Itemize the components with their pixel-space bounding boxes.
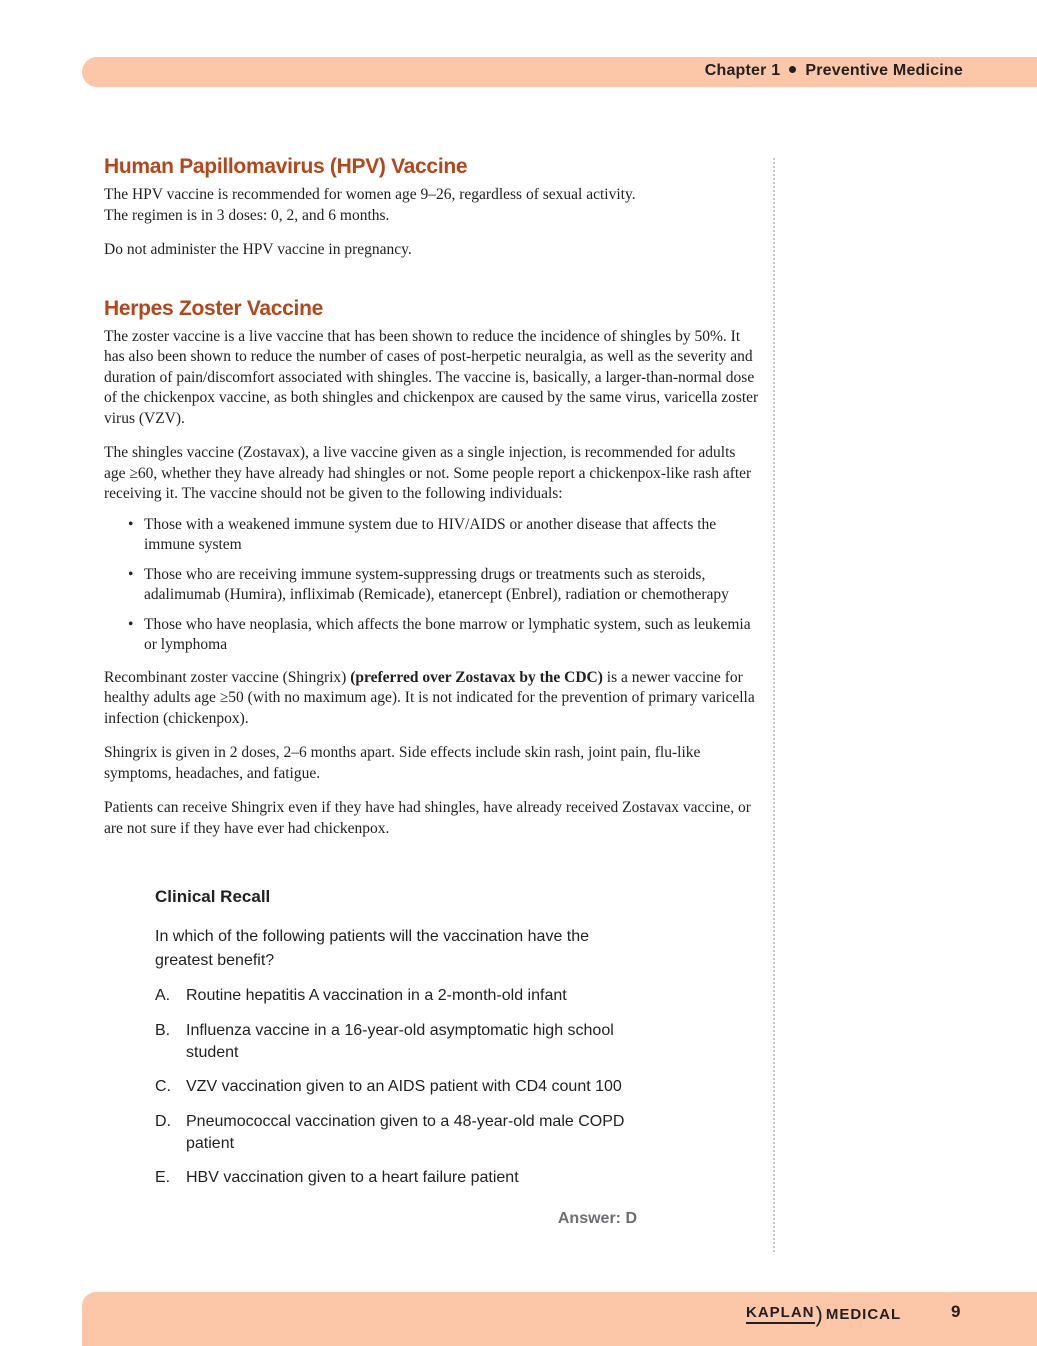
answer-option-e: E. HBV vaccination given to a heart failure patient	[155, 1169, 519, 1186]
kaplan-medical-logo	[746, 1301, 902, 1327]
logo-paren-icon: )	[815, 1301, 823, 1327]
main-content	[104, 155, 759, 853]
hpv-heading: Human Papillomavirus (HPV) Vaccine	[104, 155, 468, 178]
page-number: 9	[951, 1302, 961, 1321]
chapter-header	[705, 62, 963, 80]
zoster-paragraph-4: Shingrix is given in 2 doses, 2–6 months apart. Side effects include skin rash, joint pain, flu-like symptoms, headaches, and fatigue.	[104, 744, 701, 782]
chapter-header-bar	[82, 57, 1037, 87]
section-label: Preventive Medicine	[805, 62, 963, 79]
bullet-dot-icon	[789, 66, 796, 73]
bullet-icon: •	[128, 565, 134, 583]
logo-kaplan-text: KAPLAN	[746, 1305, 815, 1324]
clinical-recall-question: In which of the following patients will the vaccination have the greatest benefit?	[155, 928, 590, 969]
answer-option-a: A. Routine hepatitis A vaccination in a 2-month-old infant	[155, 987, 567, 1004]
chapter-label: Chapter 1	[704, 62, 781, 79]
hpv-p1-line1: The HPV vaccine is recommended for women age 9–26, regardless of sexual activity.	[104, 186, 636, 203]
answer-option-d: D. Pneumococcal vaccination given to a 48-year-old male COPD patient	[155, 1112, 625, 1152]
list-item: • Those who have neoplasia, which affects the bone marrow or lymphatic system, such as leukemia or lymphoma	[128, 615, 751, 653]
answer-option-c: C. VZV vaccination given to an AIDS patient with CD4 count 100	[155, 1078, 622, 1095]
contraindication-list	[104, 515, 759, 656]
zoster-paragraph-5: Patients can receive Shingrix even if they have had shingles, have already received Zostavax vaccine, or are not sure if they have ever had chickenpox.	[104, 799, 751, 837]
margin-dotted-rule	[773, 158, 775, 1252]
hpv-paragraph-1	[104, 185, 759, 226]
bullet-icon: •	[128, 615, 134, 633]
clinical-recall-title: Clinical Recall	[155, 887, 271, 906]
bullet-icon: •	[128, 515, 134, 533]
clinical-recall-answer: Answer: D	[557, 1210, 637, 1227]
zoster-heading: Herpes Zoster Vaccine	[104, 296, 323, 320]
logo-medical-text: MEDICAL	[825, 1306, 902, 1323]
list-item: • Those with a weakened immune system due to HIV/AIDS or another disease that affects the immune system	[128, 515, 717, 553]
clinical-recall-box	[155, 887, 637, 1228]
list-item: • Those who are receiving immune system-suppressing drugs or treatments such as steroids, adalimumab (Humira), infliximab (Remicade), etanercept (Enbrel), radiation or chemotherapy	[128, 565, 729, 603]
footer-bar	[82, 1292, 1037, 1346]
cdc-preference-emphasis: (preferred over Zostavax by the CDC)	[350, 668, 603, 686]
hpv-p1-line2: The regimen is in 3 doses: 0, 2, and 6 months.	[104, 206, 390, 224]
hpv-paragraph-2: Do not administer the HPV vaccine in pregnancy.	[104, 241, 412, 258]
answer-option-b: B. Influenza vaccine in a 16-year-old asymptomatic high school student	[155, 1021, 614, 1061]
zoster-paragraph-1: The zoster vaccine is a live vaccine that has been shown to reduce the incidence of shingles by 50%. It has also been shown to reduce the number of cases of post-herpetic neuralgia, as well as the severity and duration of pain/discomfort associated with shingles. The vaccine is, basically, a larger-than-normal dose of the chickenpox vaccine, as both shingles and chickenpox are caused by the same virus, varicella zoster virus (VZV).	[104, 327, 759, 427]
zoster-paragraph-2: The shingles vaccine (Zostavax), a live vaccine given as a single injection, is recommended for adults age ≥60, whether they have already had shingles or not. Some people report a chickenpox-like rash after receiving it. The vaccine should not be given to the following individuals:	[104, 444, 752, 502]
zoster-paragraph-3: Recombinant zoster vaccine (Shingrix) (preferred over Zostavax by the CDC) is a newer vaccine for healthy adults age ≥50 (with no maximum age). It is not indicated for the prevention of primary varicella infection (chickenpox).	[104, 668, 755, 727]
